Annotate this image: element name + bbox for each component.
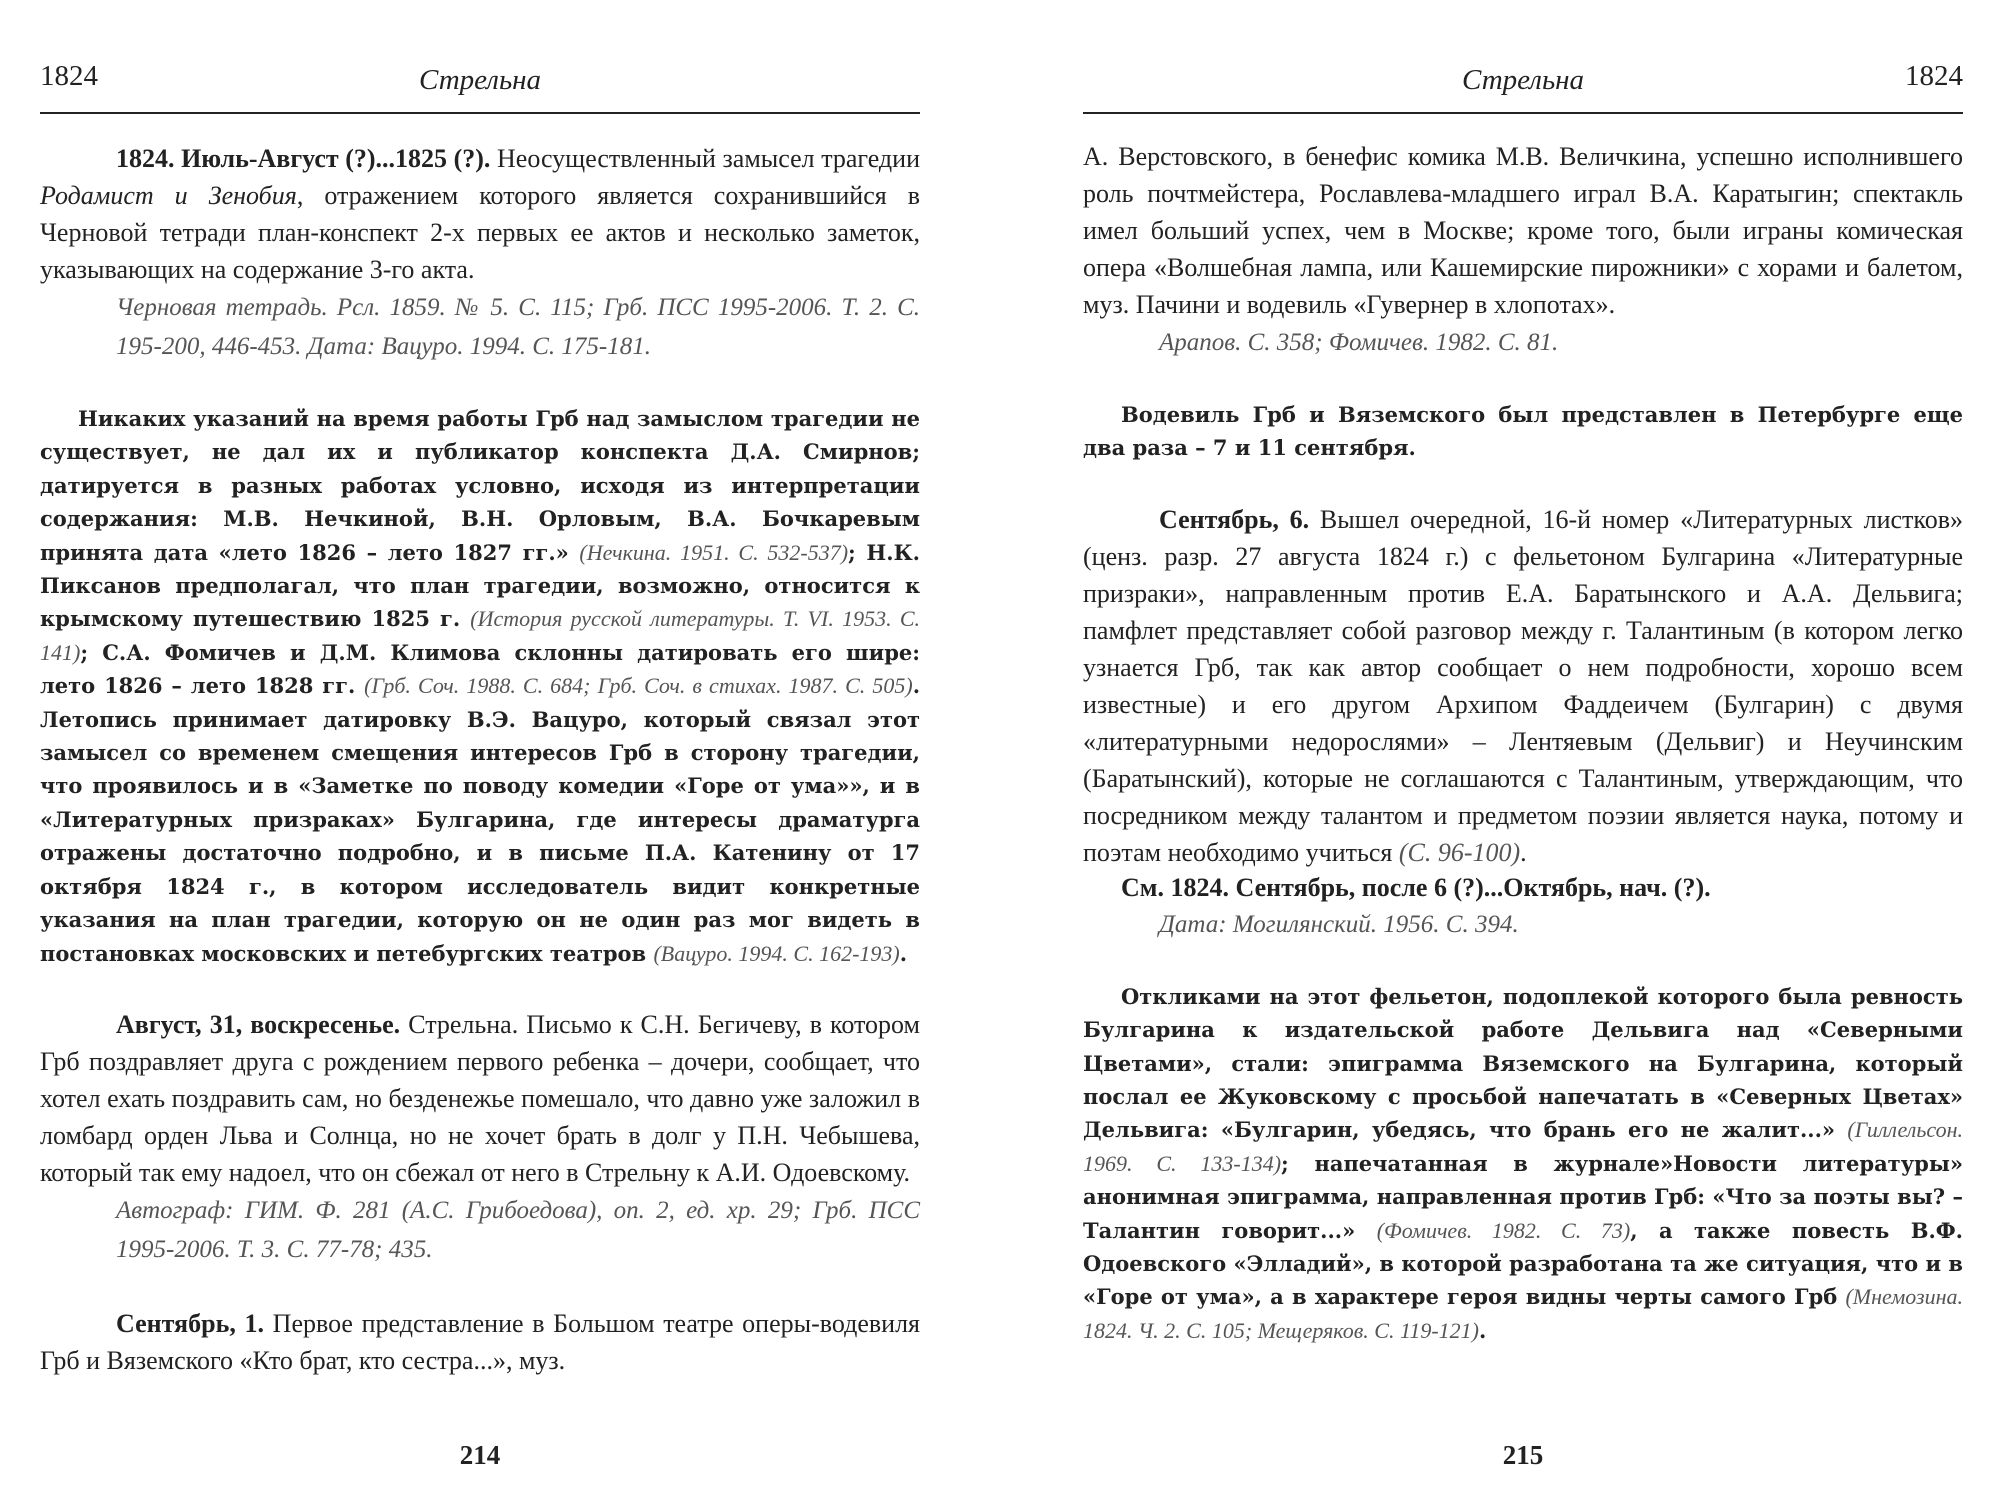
spacer: [40, 1269, 920, 1305]
left-running-header: [40, 60, 920, 110]
citation: (С. 96-100): [1398, 837, 1521, 867]
commentary-text: , а также повесть В.Ф. Одоевского «Элладий», в которой разработана та же ситуация, что и в «Горе от ума», а в характере героя видны черты самого Грб: [1083, 1217, 1963, 1310]
entry-date: 1824. Июль-Август (?)...1825 (?).: [116, 144, 491, 173]
commentary-text: .: [1479, 1317, 1487, 1343]
entry-source: Арапов. С. 358; Фомичев. 1982. С. 81.: [1159, 329, 1559, 356]
entry-august-31: [40, 1006, 920, 1191]
entry-date: Сентябрь, 1.: [116, 1308, 264, 1338]
left-header-rule: [40, 112, 920, 114]
commentary-responses: [1083, 980, 1963, 1347]
citation: (Нечкина. 1951. С. 532-537): [579, 539, 849, 565]
work-title: Родамист и Зенобия: [40, 181, 297, 210]
commentary-vaudeville: Водевиль Грб и Вяземского был представлен в Петербурге еще два раза – 7 и 11 сентября.: [1083, 402, 1963, 461]
spacer: [40, 970, 920, 1006]
citation: (Фомичев. 1982. С. 73): [1376, 1217, 1631, 1243]
commentary-text: Откликами на этот фельетон, подоплекой которого была ревность Булгарина к издательской работе Дельвига над «Северными Цветами», стали: эпиграмма Вяземского на Булгарина, который послал ее Жуковскому с просьбой напечатать в «Северных Цветах» Дельвига: «Булгарин, убедясь, что брань его не жалит...»: [1083, 983, 1963, 1143]
entry-text: Вышел очередной, 16-й номер «Литературных листков» (ценз. разр. 27 августа 1824 г.) с фельетоном Булгарина «Литературные призраки», направленным против Е.А. Баратынского и А.А. Дельвига; памфлет представляет собой разговор между г. Талантиным (в котором легко узнается Грб, так как автор сообщает о нем подробности, хорошо всем известные) и его другом Архипом Фаддеичем (Булгарин) с двумя «литературными недорослями» – Лентяевым (Дельвиг) и Неучинским (Баратынский), которые не соглашаются с Талантиным, утверждающим, что посредником между талантом и предметом поэзии является наука, потому и поэтам необходимо учиться: [1083, 504, 1963, 867]
entry-source: Дата: Могилянский. 1956. С. 394.: [1159, 910, 1519, 938]
commentary-text: ; С.А. Фомичев и Д.М. Климова склонны датировать его шире: лето 1826 – лето 1828 гг.: [40, 639, 920, 699]
see-also-entry: См. 1824. Сентябрь, после 6 (?)...Октябрь, нач. (?).: [1121, 872, 1711, 902]
citation: (Мнемозина. 1824. Ч. 2. С. 105; Мещеряков. С. 119-121): [1083, 1284, 1963, 1343]
citation: (Гиллельсон. 1969. С. 133-134): [1083, 1117, 1963, 1176]
citation: (Вацуро. 1994. С. 162-193): [653, 940, 900, 966]
commentary-text: .: [899, 940, 908, 966]
commentary-text: Никаких указаний на время работы Грб над замыслом трагедии не существует, не дал их и публикатор конспекта Д.А. Смирнов; датируется в разных работах условно, исходя из интерпретации содержания: М.В. Нечкиной, В.Н. Орловым, В.А. Бочкаревым принята дата «лето 1826 – лето 1827 гг.»: [40, 406, 920, 565]
left-content: [40, 140, 920, 1379]
entry-september-6: [1083, 501, 1963, 871]
right-header-rule: [1083, 112, 1963, 114]
entry-text: Первое представление в Большом театре оперы-водевиля Грб и Вяземского «Кто брат, кто сестра...», муз.: [40, 1308, 920, 1375]
left-page-number: 214: [459, 1440, 501, 1470]
citation: (История русской литературы. Т. VI. 1953. С. 141): [40, 606, 920, 665]
entry-july-august-1824: [40, 140, 920, 288]
entry-date: Сентябрь, 6.: [1159, 504, 1310, 534]
spacer: [40, 366, 920, 402]
commentary-dating: [40, 402, 920, 970]
entry-source: Автограф: ГИМ. Ф. 281 (А.С. Грибоедова), оп. 2, ед. хр. 29; Грб. ПСС 1995-2006. Т. 3. С. 77-78; 435.: [116, 1196, 920, 1263]
right-running-header: [1083, 60, 1963, 110]
entry-source: Черновая тетрадь. Рсл. 1859. № 5. С. 115; Грб. ПСС 1995-2006. Т. 2. С. 195-200, 446-453. Дата: Вацуро. 1994. С. 175-181.: [116, 294, 920, 360]
entry-text: Неосуществленный замысел трагедии: [490, 144, 920, 173]
commentary-text: . Летопись принимает датировку В.Э. Вацуро, который связал этот замысел со временем смещения интересов Грб в сторону трагедии, что проявилось и в «Заметке по поводу комедии «Горе от ума»», и в «Литературных призраках» Булгарина, где интересы драматурга отражены достаточно подробно, и в письме П.А. Катенину от 17 октября 1824 г., в котором исследователь видит конкретные указания на план трагедии, которую он не один раз мог видеть в постановках московских и петебургских театров: [40, 673, 920, 966]
spacer: [1083, 465, 1963, 501]
right-page-number: 215: [1502, 1440, 1544, 1470]
entry-date: Август, 31, воскресенье.: [116, 1009, 401, 1039]
entry-continuation: А. Верстовского, в бенефис комика М.В. Величкина, успешно исполнившего роль почтмейстера, Рославлева-младшего играл В.А. Каратыгин; спектакль имел больший успех, чем в Москве; кроме того, были играны комическая опера «Волшебная лампа, или Кашемирские пирожники» с хорами и балетом, муз. Пачини и водевиль «Гувернер в хлопотах».: [1083, 142, 1963, 319]
citation: (Грб. Соч. 1988. С. 684; Грб. Соч. в стихах. 1987. С. 505): [364, 673, 913, 699]
right-header-year: 1824: [1905, 60, 1963, 92]
left-header-year: 1824: [40, 60, 98, 92]
spacer: [1083, 944, 1963, 980]
entry-text: Стрельна. Письмо к С.Н. Бегичеву, в котором Грб поздравляет друга с рождением первого ребенка – дочери, сообщает, что хотел ехать поздравить сам, но безденежье помешало, что давно уже заложил в ломбард орден Льва и Солнца, но не хочет брать в долг у П.Н. Чебышева, который так ему надоел, что он сбежал от него в Стрельну к А.И. Одоевскому.: [40, 1009, 920, 1187]
right-content: [1083, 138, 1963, 1347]
entry-text: .: [1520, 837, 1527, 867]
left-header-title: Стрельна: [418, 64, 542, 96]
entry-september-1: [40, 1305, 920, 1379]
right-page: [1083, 0, 1963, 1495]
left-page: [40, 0, 920, 1495]
right-header-title: Стрельна: [1461, 64, 1585, 96]
spacer: [1083, 362, 1963, 398]
commentary-text: ; напечатанная в журнале»Новости литературы» анонимная эпиграмма, направленная против Грб: «Что за поэты вы? – Талантин говорит...»: [1083, 1150, 1964, 1243]
entry-text: , отражением которого является сохранившийся в Черновой тетради план-конспект 2-х первых ее актов и несколько заметок, указывающих на содержание 3-го акта.: [40, 181, 920, 284]
commentary-text: ; Н.К. Пиксанов предполагал, что план трагедии, возможно, относится к крымскому путешествию 1825 г.: [40, 539, 920, 632]
